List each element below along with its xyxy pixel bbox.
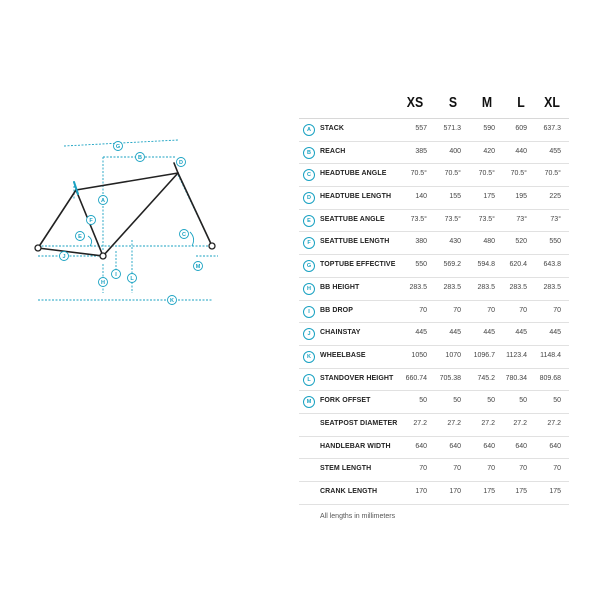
row-value: 70: [519, 465, 527, 473]
row-value: 1050: [411, 351, 427, 359]
row-value: 430: [449, 238, 461, 246]
table-row: [299, 414, 569, 437]
table-row: [299, 119, 569, 142]
units-note-row: [299, 505, 569, 527]
table-row: [299, 437, 569, 460]
row-value: 73°: [550, 215, 561, 223]
row-value: 70: [519, 306, 527, 314]
row-value: 637.3: [543, 125, 561, 132]
row-value: 780.34: [505, 374, 527, 382]
row-badge: B: [303, 147, 315, 159]
row-value: 155: [449, 193, 461, 201]
row-value: 50: [553, 397, 561, 405]
size-header-s: S: [448, 94, 458, 111]
row-value: 569.2: [443, 261, 461, 269]
toptube: [76, 173, 178, 190]
table-row: [299, 210, 569, 233]
row-value: 170: [449, 488, 461, 495]
row-value: 27.2: [447, 419, 461, 427]
row-value: 70: [419, 306, 427, 314]
geometry-diagram: [28, 128, 238, 318]
row-label: SEATTUBE LENGTH: [320, 238, 390, 246]
row-value: 745.2: [477, 374, 495, 382]
row-value: 170: [415, 488, 427, 495]
row-value: 1096.7: [473, 351, 495, 359]
row-badge: M: [303, 396, 315, 408]
row-value: 73°: [516, 215, 527, 223]
row-value: 70: [553, 306, 561, 314]
diagram-label-g: G: [115, 144, 121, 150]
row-value: 283.5: [443, 283, 461, 291]
row-value: 420: [483, 147, 495, 155]
row-badge: H: [303, 283, 315, 295]
row-value: 594.8: [477, 261, 495, 269]
table-row: [299, 391, 569, 414]
row-value: 609: [515, 125, 527, 132]
row-label: BB DROP: [320, 306, 353, 314]
row-value: 50: [487, 397, 495, 405]
row-value: 557: [415, 125, 427, 132]
geometry-rows: [299, 119, 569, 505]
row-value: 283.5: [477, 283, 495, 291]
row-value: 640: [449, 442, 461, 450]
row-value: 705.38: [439, 374, 461, 382]
row-value: 550: [415, 261, 427, 269]
row-value: 140: [415, 193, 427, 201]
diagram-label-j: J: [62, 254, 66, 260]
diagram-label-k: K: [170, 298, 174, 304]
diagram-label-e: E: [78, 234, 82, 240]
diagram-label-l: L: [130, 276, 134, 282]
row-value: 445: [549, 329, 561, 337]
row-value: 27.2: [413, 419, 427, 427]
row-value: 640: [515, 442, 527, 450]
row-label: REACH: [320, 147, 346, 155]
row-label: HANDLEBAR WIDTH: [320, 442, 391, 450]
row-value: 400: [449, 147, 461, 155]
row-label: HEADTUBE ANGLE: [320, 170, 387, 178]
row-value: 70.5°: [444, 170, 461, 178]
row-badge: A: [303, 124, 315, 136]
row-value: 620.4: [509, 261, 527, 269]
row-value: 571.3: [443, 125, 461, 132]
row-value: 590: [483, 125, 495, 132]
row-value: 175: [515, 488, 527, 495]
row-value: 640: [483, 442, 495, 450]
row-value: 70.5°: [478, 170, 495, 178]
table-row: [299, 459, 569, 482]
diagram-label-a: A: [101, 198, 105, 204]
row-badge: J: [303, 328, 315, 340]
row-value: 175: [549, 488, 561, 495]
frame-geometry-svg: [28, 128, 238, 318]
size-header-xs: XS: [406, 94, 424, 111]
table-row: [299, 187, 569, 210]
row-value: 70.5°: [510, 170, 527, 178]
row-label: WHEELBASE: [320, 351, 366, 359]
row-badge: K: [303, 351, 315, 363]
table-row: [299, 346, 569, 369]
row-value: 225: [549, 193, 561, 201]
row-value: 27.2: [547, 419, 561, 427]
size-header-row: [299, 88, 569, 119]
diagram-label-m: M: [195, 264, 201, 270]
table-row: [299, 301, 569, 324]
row-value: 27.2: [481, 419, 495, 427]
row-value: 640: [549, 442, 561, 450]
row-label: STANDOVER HEIGHT: [320, 374, 394, 382]
row-value: 70: [487, 465, 495, 473]
table-row: [299, 369, 569, 392]
table-row: [299, 278, 569, 301]
row-value: 440: [515, 147, 527, 155]
bike-frame: [38, 163, 212, 256]
row-label: TOPTUBE EFFECTIVE: [320, 261, 396, 269]
table-row: [299, 255, 569, 278]
chainstay: [38, 248, 103, 256]
row-value: 283.5: [543, 283, 561, 291]
row-badge: D: [303, 192, 315, 204]
table-row: [299, 232, 569, 255]
row-value: 640: [415, 442, 427, 450]
table-row: [299, 482, 569, 505]
row-value: 70: [419, 465, 427, 473]
row-value: 27.2: [513, 419, 527, 427]
row-badge: E: [303, 215, 315, 227]
geometry-table: [299, 88, 569, 527]
headtube-angle-arc: [190, 232, 194, 246]
row-value: 660.74: [405, 374, 427, 382]
row-label: STEM LENGTH: [320, 465, 372, 473]
row-value: 70: [453, 306, 461, 314]
row-label: SEATTUBE ANGLE: [320, 215, 385, 223]
row-value: 175: [483, 488, 495, 495]
row-badge: I: [303, 306, 315, 318]
row-value: 283.5: [509, 283, 527, 291]
row-badge: C: [303, 169, 315, 181]
row-value: 1123.4: [506, 351, 527, 359]
seatstay: [38, 190, 76, 248]
row-value: 445: [483, 329, 495, 337]
row-value: 195: [515, 193, 527, 201]
row-value: 73.5°: [444, 215, 461, 223]
row-value: 70: [453, 465, 461, 473]
table-row: [299, 164, 569, 187]
row-value: 445: [449, 329, 461, 337]
row-value: 70: [487, 306, 495, 314]
row-value: 1148.4: [540, 351, 561, 359]
row-value: 175: [483, 193, 495, 201]
row-value: 480: [483, 238, 495, 246]
row-value: 73.5°: [410, 215, 427, 223]
row-value: 70.5°: [410, 170, 427, 178]
diagram-label-h: H: [101, 280, 105, 286]
table-row: [299, 142, 569, 165]
row-label: FORK OFFSET: [320, 397, 371, 405]
row-label: SEATPOST DIAMETER: [320, 419, 398, 427]
rear-axle: [35, 245, 41, 251]
size-header-m: M: [481, 94, 493, 111]
diagram-label-d: D: [179, 160, 183, 166]
table-row: [299, 323, 569, 346]
row-label: CRANK LENGTH: [320, 488, 378, 495]
row-label: HEADTUBE LENGTH: [320, 193, 392, 201]
row-value: 50: [519, 397, 527, 405]
row-value: 445: [415, 329, 427, 337]
row-value: 809.68: [539, 374, 561, 382]
row-badge: L: [303, 374, 315, 386]
row-value: 380: [415, 238, 427, 246]
row-value: 643.8: [543, 261, 561, 269]
diagram-label-i: I: [115, 272, 117, 278]
row-value: 445: [515, 329, 527, 337]
front-axle: [209, 243, 215, 249]
row-value: 455: [549, 147, 561, 155]
row-value: 520: [515, 238, 527, 246]
row-value: 1070: [445, 351, 461, 359]
row-value: 50: [453, 397, 461, 405]
size-header-xl: XL: [544, 94, 560, 111]
diagram-label-b: B: [138, 155, 142, 161]
row-value: 50: [419, 397, 427, 405]
row-badge: G: [303, 260, 315, 272]
diagram-label-c: C: [182, 232, 186, 238]
downtube: [103, 173, 178, 256]
row-value: 70: [553, 465, 561, 473]
row-value: 73.5°: [478, 215, 495, 223]
units-note: All lengths in millimeters: [320, 512, 396, 520]
row-label: STACK: [320, 125, 345, 132]
row-label: BB HEIGHT: [320, 283, 360, 291]
row-value: 385: [415, 147, 427, 155]
row-value: 550: [549, 238, 561, 246]
row-value: 283.5: [409, 283, 427, 291]
seattube-angle-arc: [88, 236, 92, 246]
row-badge: F: [303, 237, 315, 249]
bottom-bracket: [100, 253, 106, 259]
row-value: 70.5°: [544, 170, 561, 178]
row-label: CHAINSTAY: [320, 329, 361, 337]
diagram-label-f: F: [89, 218, 93, 224]
size-header-l: L: [517, 94, 525, 111]
